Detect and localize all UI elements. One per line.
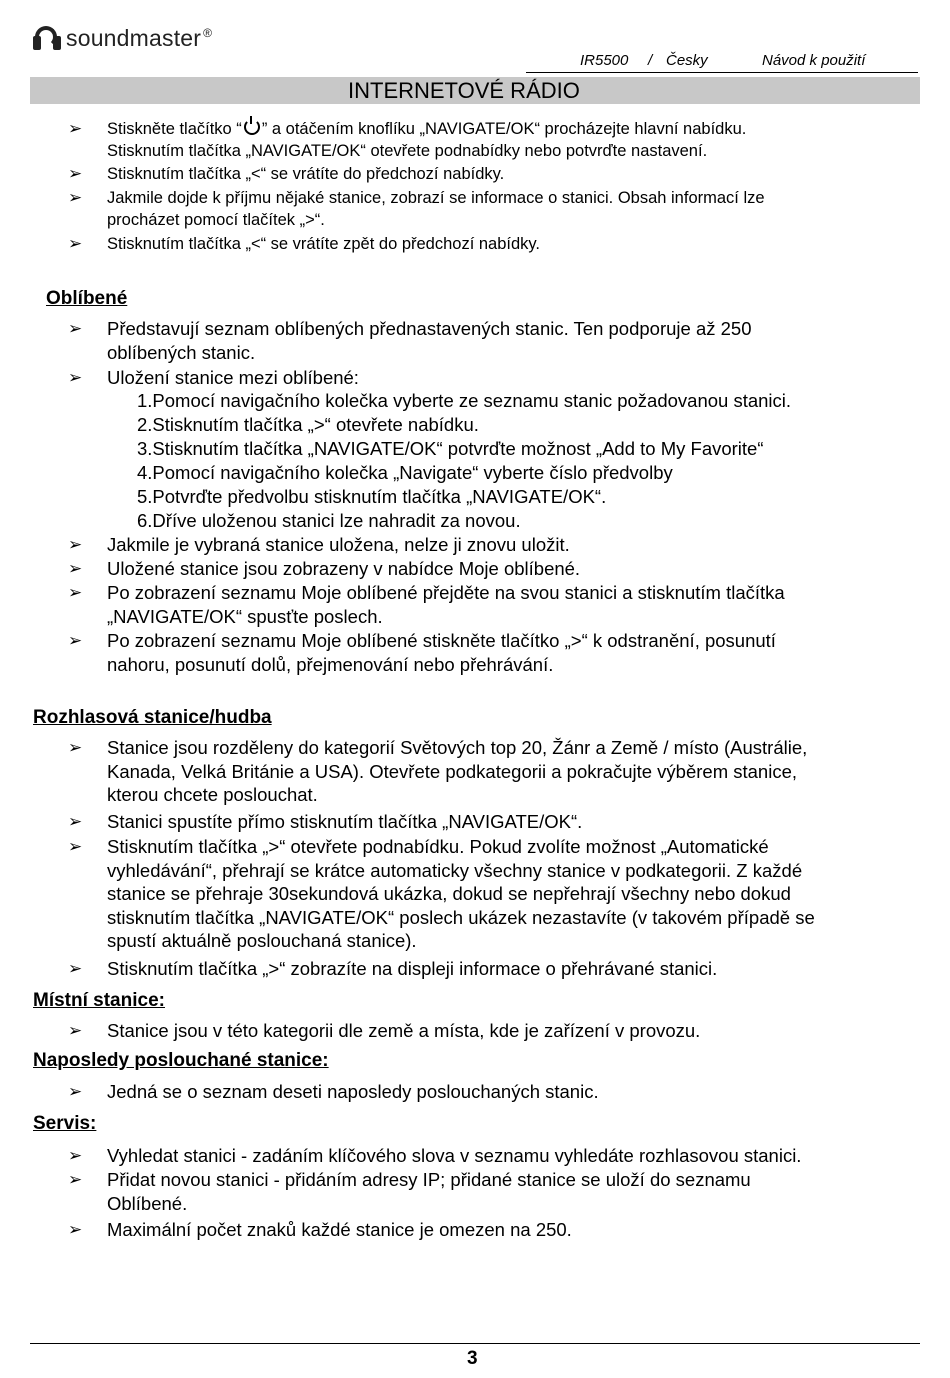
bullet-icon: ➢	[68, 188, 83, 207]
step-item: 3.Stisknutím tlačítka „NAVIGATE/OK“ potvrďte možnost „Add to My Favorite“	[137, 438, 764, 459]
bullet-icon: ➢	[68, 1082, 83, 1101]
list-item: ➢ Představují seznam oblíbených přednastavených stanic. Ten podporuje až 250 oblíbených stanic.	[68, 318, 752, 363]
bullet-icon: ➢	[68, 119, 83, 138]
list-item: ➢ Po zobrazení seznamu Moje oblíbené stiskněte tlačítko „>“ k odstranění, posunutí nahoru, posunutí dolů, přejmenování nebo přehrávání.	[68, 630, 776, 675]
list-item: ➢ Jakmile je vybraná stanice uložena, nelze ji znovu uložit.	[68, 534, 570, 555]
manual-label: Návod k použití	[762, 52, 866, 69]
step-item: 4.Pomocí navigačního kolečka „Navigate“ vyberte číslo předvolby	[137, 462, 673, 483]
power-icon	[244, 119, 260, 135]
section-heading-favorites: Oblíbené	[46, 288, 128, 309]
section-heading-local: Místní stanice:	[33, 990, 165, 1011]
bullet-icon: ➢	[68, 234, 83, 253]
bullet-icon: ➢	[68, 1170, 83, 1189]
section-heading-radio: Rozhlasová stanice/hudba	[33, 707, 272, 728]
step-item: 6.Dříve uloženou stanici lze nahradit za novou.	[137, 510, 521, 531]
bullet-icon: ➢	[68, 368, 83, 387]
bullet-icon: ➢	[68, 583, 83, 602]
list-item: ➢ Stisknutím tlačítka „>“ otevřete podnabídku. Pokud zvolíte možnost „Automatické vyhledávání“, přehrají se krátce automaticky všechny stanice v podkategorii. Z každé stanice se přehraje 30sekundová ukázka, dokud se nepřehrají všechny nebo dokud stisknutím tlačítka „NAVIGATE/OK“ poslech ukázek nezastavíte (v takovém případě se spustí aktuálně poslouchaná stanice).	[68, 836, 815, 951]
section-heading-service: Servis:	[33, 1113, 97, 1134]
bullet-icon: ➢	[68, 959, 83, 978]
step-item: 1.Pomocí navigačního kolečka vyberte ze seznamu stanic požadovanou stanici.	[137, 390, 792, 411]
list-item: ➢ Po zobrazení seznamu Moje oblíbené přejděte na svou stanici a stisknutím tlačítka „NAVIGATE/OK“ spusťte poslech.	[68, 582, 785, 627]
page-number: 3	[467, 1348, 478, 1369]
bullet-icon: ➢	[68, 1146, 83, 1165]
bullet-icon: ➢	[68, 164, 83, 183]
page-title: INTERNETOVÉ RÁDIO	[348, 78, 580, 103]
document-header	[526, 52, 918, 73]
list-item: ➢ Maximální počet znaků každé stanice je omezen na 250.	[68, 1219, 572, 1240]
list-item: ➢ Uložené stanice jsou zobrazeny v nabídce Moje oblíbené.	[68, 558, 581, 579]
bullet-icon: ➢	[68, 812, 83, 831]
list-item: ➢ Stisknutím tlačítka „>“ zobrazíte na displeji informace o přehrávané stanici.	[68, 958, 718, 979]
header-separator: /	[648, 52, 653, 69]
bullet-icon: ➢	[68, 1021, 83, 1040]
list-item: ➢ Jedná se o seznam deseti naposledy poslouchaných stanic.	[68, 1081, 599, 1102]
bullet-icon: ➢	[68, 738, 83, 757]
model-name: IR5500	[580, 52, 629, 69]
footer-divider	[30, 1343, 920, 1344]
headphones-icon	[32, 24, 62, 52]
list-item: ➢ Uložení stanice mezi oblíbené:	[68, 367, 359, 388]
section-heading-recent: Naposledy poslouchané stanice:	[33, 1050, 329, 1071]
list-item: ➢ Přidat novou stanici - přidáním adresy IP; přidané stanice se uloží do seznamu Oblíbené.	[68, 1169, 751, 1214]
step-item: 2.Stisknutím tlačítka „>“ otevřete nabídku.	[137, 414, 479, 435]
list-item: ➢ Jakmile dojde k příjmu nějaké stanice, zobrazí se informace o stanici. Obsah informací lze procházet pomocí tlačítek „>“.	[68, 188, 765, 229]
bullet-icon: ➢	[68, 319, 83, 338]
bullet-icon: ➢	[68, 837, 83, 856]
list-item: ➢ Stisknutím tlačítka „<“ se vrátíte do předchozí nabídky.	[68, 164, 505, 183]
brand-logo	[32, 24, 212, 52]
bullet-icon: ➢	[68, 1220, 83, 1239]
section-title-bar	[30, 77, 920, 104]
list-item: ➢ Vyhledat stanici - zadáním klíčového slova v seznamu vyhledáte rozhlasovou stanici.	[68, 1145, 802, 1166]
list-item: ➢ Stiskněte tlačítko “ ” a otáčením knoflíku „NAVIGATE/OK“ procházejte hlavní nabídku. Stisknutím tlačítka „NAVIGATE/OK“ otevřete podnabídky nebo potvrďte nastavení.	[68, 119, 747, 160]
list-item: ➢ Stanice jsou v této kategorii dle země a místa, kde je zařízení v provozu.	[68, 1020, 701, 1041]
step-item: 5.Potvrďte předvolbu stisknutím tlačítka „NAVIGATE/OK“.	[137, 486, 607, 507]
list-item: ➢ Stanici spustíte přímo stisknutím tlačítka „NAVIGATE/OK“.	[68, 811, 583, 832]
list-item: ➢ Stisknutím tlačítka „<“ se vrátíte zpět do předchozí nabídky.	[68, 234, 541, 253]
list-item: ➢ Stanice jsou rozděleny do kategorií Světových top 20, Žánr a Země / místo (Austrálie, Kanada, Velká Británie a USA). Otevřete podkategorii a pokračujte výběrem stanice, kterou chcete poslouchat.	[68, 737, 808, 805]
language-label: Česky	[666, 52, 708, 69]
bullet-icon: ➢	[68, 559, 83, 578]
bullet-icon: ➢	[68, 535, 83, 554]
bullet-icon: ➢	[68, 631, 83, 650]
logo-text: soundmaster ®	[66, 24, 213, 51]
